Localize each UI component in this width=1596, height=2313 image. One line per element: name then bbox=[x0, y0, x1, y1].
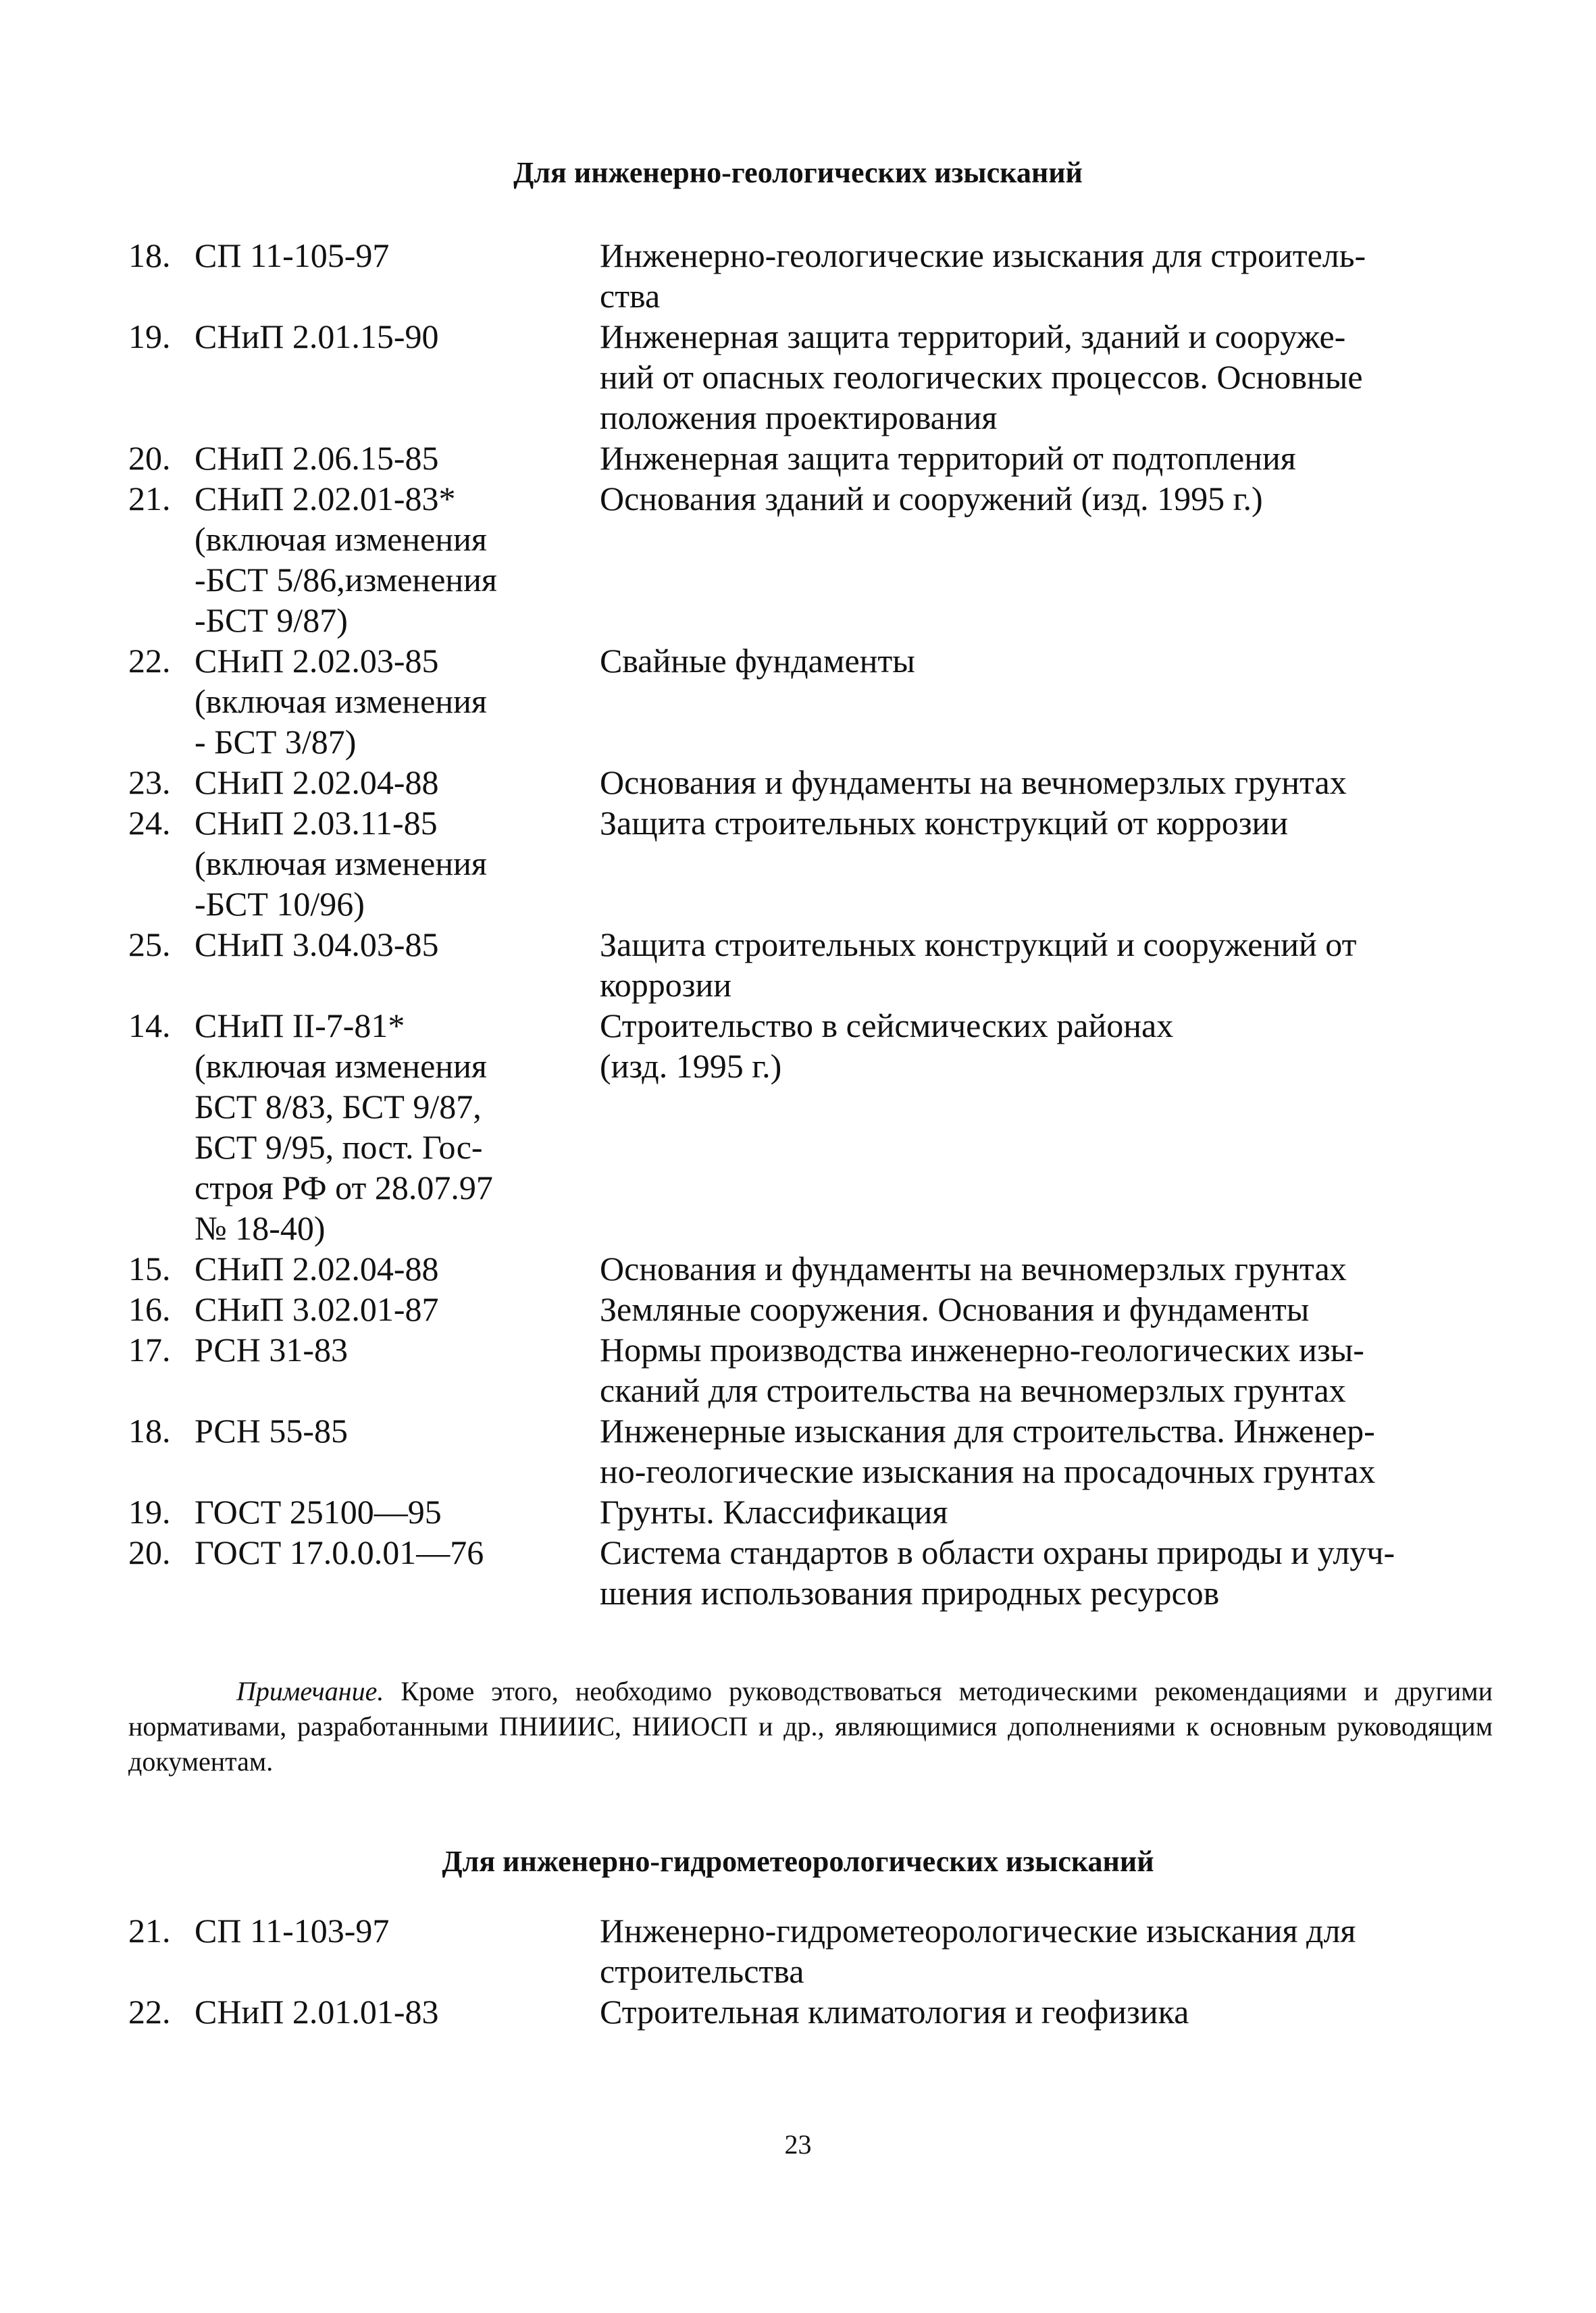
document-title: Система стандартов в области охраны природы и улуч- шения использования природных ресурсов bbox=[600, 1533, 1395, 1612]
section-heading-hydrometeorology: Для инженерно-гидрометеорологических изысканий bbox=[442, 1845, 1154, 1878]
document-title: Строительство в сейсмических районах (изд. 1995 г.) bbox=[600, 1007, 1174, 1085]
item-number: 25. bbox=[128, 925, 171, 963]
document-code: ГОСТ 17.0.0.01—76 bbox=[195, 1533, 484, 1571]
norm-list-item bbox=[128, 1329, 1493, 1410]
item-number: 18. bbox=[128, 1412, 171, 1450]
page-number: 23 bbox=[784, 2129, 812, 2160]
norm-list-item bbox=[128, 478, 1493, 640]
item-number: 24. bbox=[128, 804, 171, 842]
norm-list-item bbox=[128, 640, 1493, 762]
document-title: Нормы производства инженерно-геологических изы- сканий для строительства на вечномерзлых грунтах bbox=[600, 1331, 1364, 1409]
note-label: Примечание. bbox=[236, 1676, 384, 1706]
item-number: 15. bbox=[128, 1250, 171, 1288]
document-title: Инженерные изыскания для строительства. Инженер- но-геологические изыскания на просадочных грунтах bbox=[600, 1412, 1376, 1490]
document-title: Строительная климатология и геофизика bbox=[600, 1993, 1189, 2031]
item-number: 18. bbox=[128, 236, 171, 274]
document-code: СНиП 2.02.04-88 bbox=[195, 763, 439, 801]
document-title: Инженерная защита территорий, зданий и сооруже- ний от опасных геологических процессов. Основные положения проектирования bbox=[600, 317, 1363, 436]
item-number: 23. bbox=[128, 763, 171, 801]
document-code: СП 11-105-97 bbox=[195, 236, 390, 274]
document-code: СНиП 2.02.01-83* (включая изменения -БСТ 5/86,изменения -БСТ 9/87) bbox=[195, 480, 497, 639]
norm-list-item bbox=[128, 803, 1493, 924]
item-number: 22. bbox=[128, 1993, 171, 2031]
document-title: Инженерно-геологические изыскания для строитель- ства bbox=[600, 236, 1366, 315]
item-number: 19. bbox=[128, 317, 171, 355]
norm-list-item bbox=[128, 924, 1493, 1005]
norm-list-item bbox=[128, 1410, 1493, 1492]
item-number: 19. bbox=[128, 1493, 171, 1531]
geology-norms-list bbox=[128, 235, 1493, 1613]
item-number: 22. bbox=[128, 642, 171, 680]
item-number: 16. bbox=[128, 1290, 171, 1328]
norm-list-item bbox=[128, 1005, 1493, 1248]
document-code: СНиП 2.06.15-85 bbox=[195, 439, 439, 477]
norm-list-item bbox=[128, 1248, 1493, 1289]
document-code: СНиП 2.02.04-88 bbox=[195, 1250, 439, 1288]
document-code: ГОСТ 25100—95 bbox=[195, 1493, 442, 1531]
document-code: СНиП 2.02.03-85 (включая изменения - БСТ 3/87) bbox=[195, 642, 487, 761]
document-title: Защита строительных конструкций от коррозии bbox=[600, 804, 1288, 842]
document-title: Защита строительных конструкций и сооружений от коррозии bbox=[600, 925, 1357, 1004]
norm-list-item bbox=[128, 1991, 1493, 2032]
norm-list-item bbox=[128, 762, 1493, 803]
item-number: 21. bbox=[128, 1912, 171, 1950]
item-number: 17. bbox=[128, 1331, 171, 1369]
document-code: СНиП 2.01.01-83 bbox=[195, 1993, 439, 2031]
document-code: СНиП 2.03.11-85 (включая изменения -БСТ 10/96) bbox=[195, 804, 487, 923]
note-paragraph bbox=[128, 1674, 1493, 1779]
norm-list-item bbox=[128, 438, 1493, 478]
hydrometeorology-norms-list bbox=[128, 1910, 1493, 2032]
document-title: Земляные сооружения. Основания и фундаменты bbox=[600, 1290, 1310, 1328]
section-heading-geology: Для инженерно-геологических изысканий bbox=[513, 156, 1083, 189]
document-title: Инженерно-гидрометеорологические изыскания для строительства bbox=[600, 1912, 1356, 1990]
norm-list-item bbox=[128, 1910, 1493, 1991]
document-code: СНиП II-7-81* (включая изменения БСТ 8/83, БСТ 9/87, БСТ 9/95, пост. Гос- строя РФ от 28.07.97 № 18-40) bbox=[195, 1007, 493, 1247]
item-number: 20. bbox=[128, 1533, 171, 1571]
document-code: СНиП 3.04.03-85 bbox=[195, 925, 439, 963]
document-title: Инженерная защита территорий от подтопления bbox=[600, 439, 1296, 477]
norm-list-item bbox=[128, 316, 1493, 438]
document-title: Основания и фундаменты на вечномерзлых грунтах bbox=[600, 1250, 1347, 1288]
document-title: Основания зданий и сооружений (изд. 1995 г.) bbox=[600, 480, 1263, 517]
document-title: Грунты. Классификация bbox=[600, 1493, 948, 1531]
document-code: РСН 55-85 bbox=[195, 1412, 349, 1450]
item-number: 20. bbox=[128, 439, 171, 477]
norm-list-item bbox=[128, 1532, 1493, 1613]
document-code: СП 11-103-97 bbox=[195, 1912, 390, 1950]
norm-list-item bbox=[128, 1492, 1493, 1532]
document-code: СНиП 3.02.01-87 bbox=[195, 1290, 439, 1328]
item-number: 21. bbox=[128, 480, 171, 517]
item-number: 14. bbox=[128, 1007, 171, 1044]
norm-list-item bbox=[128, 235, 1493, 316]
document-title: Основания и фундаменты на вечномерзлых грунтах bbox=[600, 763, 1347, 801]
norm-list-item bbox=[128, 1289, 1493, 1329]
document-title: Свайные фундаменты bbox=[600, 642, 915, 680]
document-code: СНиП 2.01.15-90 bbox=[195, 317, 439, 355]
note-text: Кроме этого, необходимо руководствоваться методическими рекомендациями и другими нормативами, разработанными ПНИИИС, НИИОСП и др., являющимися дополнениями к основным руководящим документам. bbox=[128, 1676, 1493, 1777]
document-code: РСН 31-83 bbox=[195, 1331, 349, 1369]
